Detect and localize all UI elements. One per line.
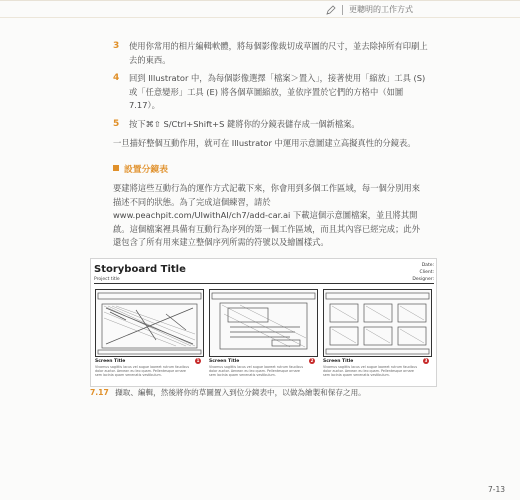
step-number: 5 [113, 119, 120, 129]
running-header [326, 3, 413, 16]
header-separator [342, 5, 343, 15]
step-number: 3 [113, 41, 120, 51]
meta-designer: Designer: [412, 277, 434, 282]
step-text: 使用你常用的相片編輯軟體，將每個影像裁切成草圖的尺寸，並去除掉所有印刷上去的東西。 [129, 41, 428, 65]
step-number: 4 [113, 73, 120, 83]
frame-label: Screen Title [323, 359, 354, 364]
storyboard-meta [396, 262, 434, 283]
storyboard-title: Storyboard Title [94, 264, 186, 275]
meta-client: Client: [419, 270, 434, 275]
project-title: Project title [94, 277, 120, 282]
pencil-ruler-icon [326, 5, 336, 15]
frame-badge: 2 [310, 358, 314, 363]
frame-badge: 1 [196, 358, 200, 363]
step-text: 回到 Illustrator 中，為每個影像選擇「檔案＞置入」，接著使用「縮放」工具 (S) 或「任意變形」工具 (E) 將各個草圖縮放，並依序置於它們的方格中（如圖 7.17）。 [129, 73, 426, 110]
step-item [113, 40, 429, 67]
figure-caption [90, 387, 435, 398]
section-heading-text: 設置分鏡表 [124, 164, 168, 175]
body-paragraph: 一旦描好整個互動作用，就可在 Illustrator 中運用示意圖建立高擬真性的分鏡表。 [113, 138, 416, 148]
sketch-frame [95, 289, 204, 357]
storyboard-figure [90, 258, 437, 387]
sketch-frame [323, 289, 432, 357]
sketch-frame [209, 289, 318, 357]
section-heading [113, 162, 168, 174]
top-rule [0, 0, 520, 1]
meta-date: Date: [421, 263, 434, 268]
frame-description: Vivamus sagittis lacus vel augue laoreet rutrum faucibus dolor auctor. Aenean eu leo quam. Pellentesque ornare sem lacinia quam venenatis vestibulum. [323, 365, 418, 378]
caption-number: 7.17 [90, 388, 109, 397]
step-item [113, 72, 429, 113]
body-paragraph: 要建將這些互動行為的運作方式記載下來，你會用到多個工作區域，每一個分別用來描述不同的狀態。為了完成這個練習，請於 www.peachpit.com/UIwithAI/ch7/add-car.ai 下載這個示意圖檔案，並且將其開啟。這個檔案裡具備有互動行為序列的第一個工作區域，而且其內容已經完成；此外還包含了所有用來建立整個序列所需的符號以及繪圖樣式。 [113, 183, 420, 247]
caption-text: 擷取、編輯，然後將你的草圖置入到位分鏡表中，以做為繪製和保存之用。 [115, 388, 366, 397]
chapter-title: 更聰明的工作方式 [349, 5, 413, 14]
frame-label: Screen Title [95, 359, 126, 364]
step-text: 按下⌘⇧ S/Ctrl+Shift+S 鍵將你的分鏡表儲存成一個新檔案。 [129, 119, 360, 129]
heading-marker-icon [113, 165, 119, 171]
frame-description: Vivamus sagittis lacus vel augue laoreet rutrum faucibus dolor auctor. Aenean eu leo quam. Pellentesque ornare sem lacinia quam venenatis vestibulum. [95, 365, 190, 378]
step-item [113, 118, 429, 132]
sketch-image [324, 290, 431, 356]
frame-description: Vivamus sagittis lacus vel augue laoreet rutrum faucibus dolor auctor. Aenean eu leo quam. Pellentesque ornare sem lacinia quam venenatis vestibulum. [209, 365, 304, 378]
page-number: 7-13 [488, 485, 506, 494]
sketch-image [210, 290, 317, 356]
sketch-image [96, 290, 203, 356]
frame-badge: 3 [424, 358, 428, 363]
header-rule [0, 17, 520, 18]
frame-label: Screen Title [209, 359, 240, 364]
storyboard-rule [94, 283, 434, 284]
